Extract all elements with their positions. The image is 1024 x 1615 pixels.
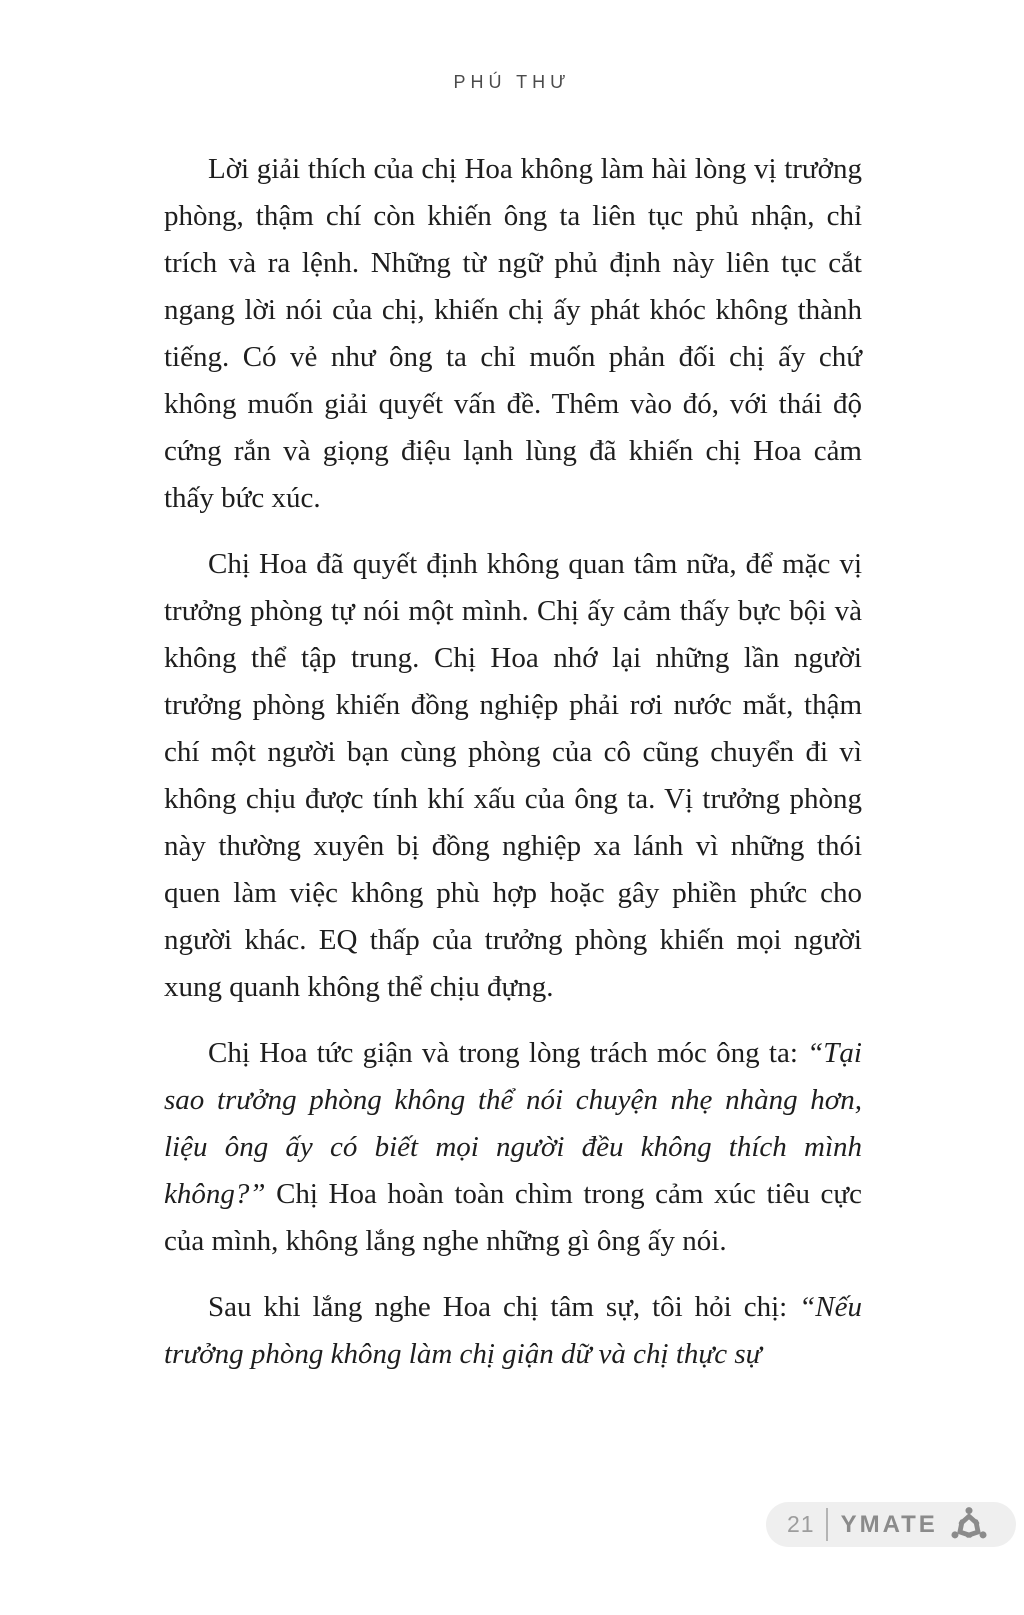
quote-italic-text: “Tại sao trưởng phòng không thể nói chuyện nhẹ nhàng hơn, liệu ông ấy có biết mọi người đều không thích mình không?”	[164, 1037, 862, 1210]
paragraph-text: Chị Hoa tức giận và trong lòng trách móc ông ta:	[208, 1037, 808, 1069]
paragraph	[164, 146, 862, 522]
page-number: 21	[787, 1511, 815, 1537]
paragraph	[164, 1284, 862, 1378]
running-header: PHÚ THƯ	[453, 72, 571, 92]
quote-italic-text: “Nếu trưởng phòng không làm chị giận dữ và chị thực sự	[164, 1291, 862, 1370]
ymate-logo-icon	[948, 1503, 990, 1547]
paragraph	[164, 1030, 862, 1265]
page-body	[164, 146, 862, 1378]
footer-divider	[826, 1508, 828, 1541]
paragraph-text: Chị Hoa đã quyết định không quan tâm nữa, để mặc vị trưởng phòng tự nói một mình. Chị ấy cảm thấy bực bội và không thể tập trung. Chị Hoa nhớ lại những lần người trưởng phòng khiến đồng nghiệp phải rơi nước mắt, thậm chí một người bạn cùng phòng của cô cũng chuyển đi vì không chịu được tính khí xấu của ông ta. Vị trưởng phòng này thường xuyên bị đồng nghiệp xa lánh vì những thói quen làm việc không phù hợp hoặc gây phiền phức cho người khác. EQ thấp của trưởng phòng khiến mọi người xung quanh không thể chịu đựng.	[164, 548, 862, 1003]
paragraph-text: Chị Hoa hoàn toàn chìm trong cảm xúc tiêu cực của mình, không lắng nghe những gì ông ấy nói.	[164, 1178, 862, 1257]
paragraph	[164, 541, 862, 1011]
brand-name: YMATE	[840, 1510, 938, 1538]
paragraph-text: Sau khi lắng nghe Hoa chị tâm sự, tôi hỏi chị:	[208, 1291, 800, 1323]
paragraph-text: Lời giải thích của chị Hoa không làm hài lòng vị trưởng phòng, thậm chí còn khiến ông ta liên tục phủ nhận, chỉ trích và ra lệnh. Những từ ngữ phủ định này liên tục cắt ngang lời nói của chị, khiến chị ấy phát khóc không thành tiếng. Có vẻ như ông ta chỉ muốn phản đối chị ấy chứ không muốn giải quyết vấn đề. Thêm vào đó, với thái độ cứng rắn và giọng điệu lạnh lùng đã khiến chị Hoa cảm thấy bức xúc.	[164, 153, 862, 514]
footer-badge	[766, 1502, 1016, 1547]
